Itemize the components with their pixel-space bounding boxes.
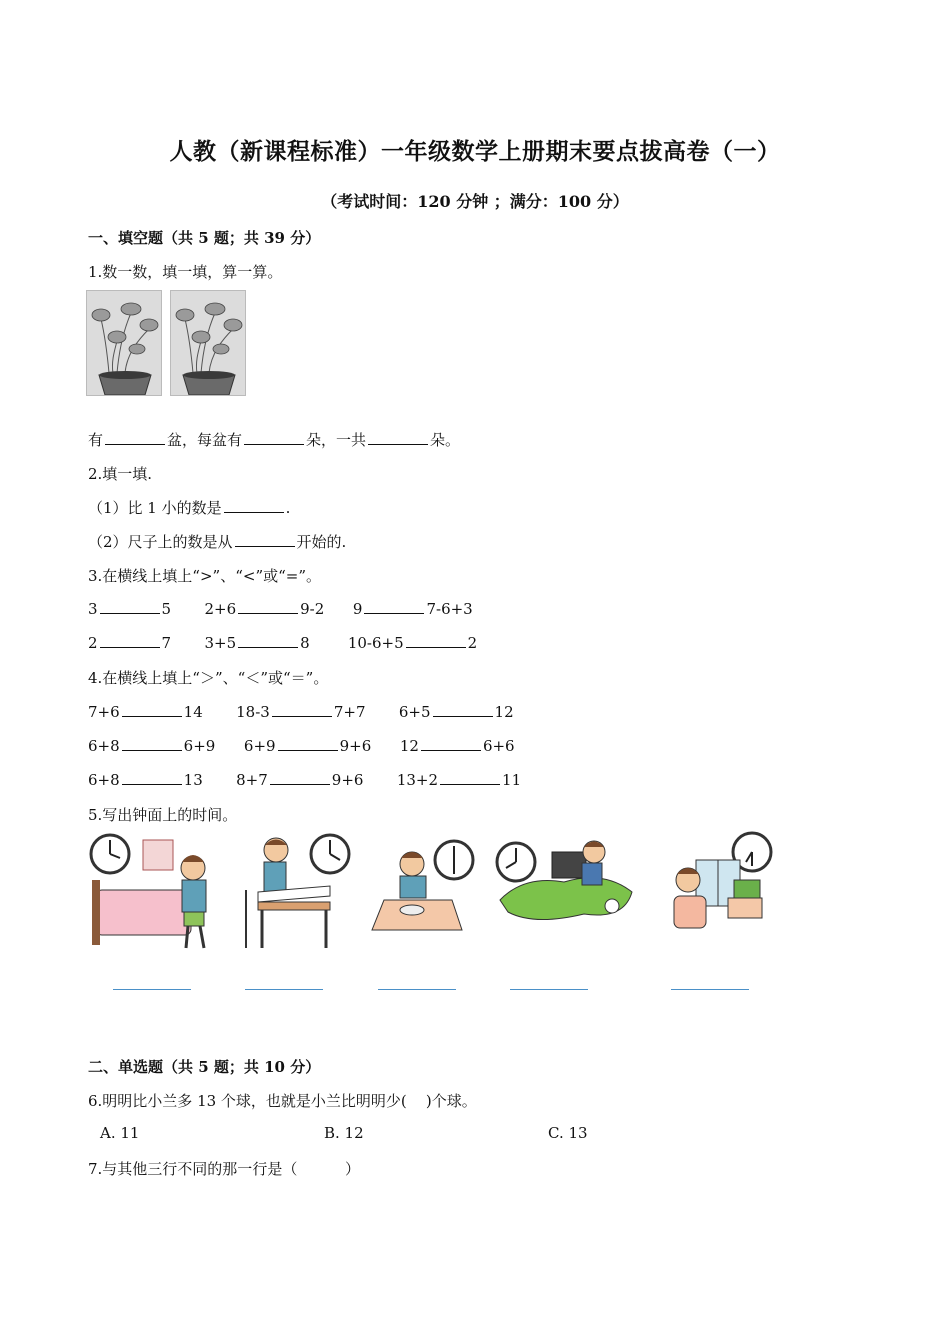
answer-blank[interactable] bbox=[122, 770, 182, 785]
answer-blank[interactable] bbox=[433, 702, 493, 717]
answer-blank[interactable] bbox=[105, 430, 165, 445]
answer-blank[interactable] bbox=[238, 633, 298, 648]
answer-blank[interactable] bbox=[122, 702, 182, 717]
time-answer-line-2[interactable] bbox=[245, 988, 323, 990]
answer-blank[interactable] bbox=[100, 633, 160, 648]
question-2-text: 2.填一填. bbox=[88, 465, 153, 483]
question-3-text: 3.在横线上填上“>”、“<”或“=”。 bbox=[88, 567, 322, 585]
time-answer-line-4[interactable] bbox=[510, 988, 588, 990]
answer-blank[interactable] bbox=[270, 770, 330, 785]
answer-blank[interactable] bbox=[440, 770, 500, 785]
page-title: 人教（新课程标准）一年级数学上册期末要点拔高卷（一） bbox=[169, 138, 781, 165]
option-c[interactable]: C. 13 bbox=[548, 1124, 588, 1142]
plant-pot-image-1 bbox=[86, 290, 162, 396]
clock-scene-homework bbox=[238, 830, 378, 960]
answer-blank[interactable] bbox=[278, 736, 338, 751]
answer-blank[interactable] bbox=[368, 430, 428, 445]
clock-scene-eating bbox=[362, 830, 502, 960]
option-a[interactable]: A. 11 bbox=[100, 1124, 140, 1142]
time-answer-line-5[interactable] bbox=[671, 988, 749, 990]
answer-blank[interactable] bbox=[100, 599, 160, 614]
question-2-item-2: （2）尺子上的数是从 开始的. bbox=[88, 533, 347, 551]
answer-blank[interactable] bbox=[244, 430, 304, 445]
section-single-choice-title: 二、单选题（共 5 题；共 10 分） bbox=[88, 1058, 321, 1076]
question-4-text: 4.在横线上填上“＞”、“＜”或“＝”。 bbox=[88, 669, 329, 687]
answer-blank[interactable] bbox=[235, 532, 295, 547]
question-4-row-3: 6+8 13 8+7 9+6 13+2 11 bbox=[88, 771, 522, 789]
answer-blank[interactable] bbox=[406, 633, 466, 648]
question-4-row-2: 6+8 6+9 6+9 9+6 12 6+6 bbox=[88, 737, 515, 755]
plant-pot-image-2 bbox=[170, 290, 246, 396]
question-1-fill-line: 有 盆，每盆有 朵，一共 朵。 bbox=[88, 431, 461, 449]
option-b[interactable]: B. 12 bbox=[324, 1124, 364, 1142]
section-fill-in-title: 一、填空题（共 5 题；共 39 分） bbox=[88, 229, 321, 247]
answer-blank[interactable] bbox=[224, 498, 284, 513]
clock-scene-playing bbox=[494, 830, 634, 960]
clock-scene-window bbox=[660, 830, 800, 960]
question-2-item-1: （1）比 1 小的数是 . bbox=[88, 499, 291, 517]
answer-blank[interactable] bbox=[122, 736, 182, 751]
time-answer-line-1[interactable] bbox=[113, 988, 191, 990]
answer-blank[interactable] bbox=[238, 599, 298, 614]
question-5-text: 5.写出钟面上的时间。 bbox=[88, 806, 238, 824]
question-6-text: 6.明明比小兰多 13 个球，也就是小兰比明明少( )个球。 bbox=[88, 1092, 477, 1110]
time-answer-line-3[interactable] bbox=[378, 988, 456, 990]
question-3-row-2: 2 7 3+5 8 10-6+5 2 bbox=[88, 634, 478, 652]
answer-blank[interactable] bbox=[421, 736, 481, 751]
question-1-text: 1.数一数，填一填，算一算。 bbox=[88, 263, 283, 281]
question-3-row-1: 3 5 2+6 9-2 9 7-6+3 bbox=[88, 600, 473, 618]
question-4-row-1: 7+6 14 18-3 7+7 6+5 12 bbox=[88, 703, 514, 721]
clock-scene-wake-up bbox=[88, 830, 228, 960]
question-7-text: 7.与其他三行不同的那一行是（ ） bbox=[88, 1160, 360, 1178]
answer-blank[interactable] bbox=[272, 702, 332, 717]
answer-blank[interactable] bbox=[364, 599, 424, 614]
exam-info: （考试时间：120 分钟 ；满分：100 分） bbox=[321, 192, 629, 211]
